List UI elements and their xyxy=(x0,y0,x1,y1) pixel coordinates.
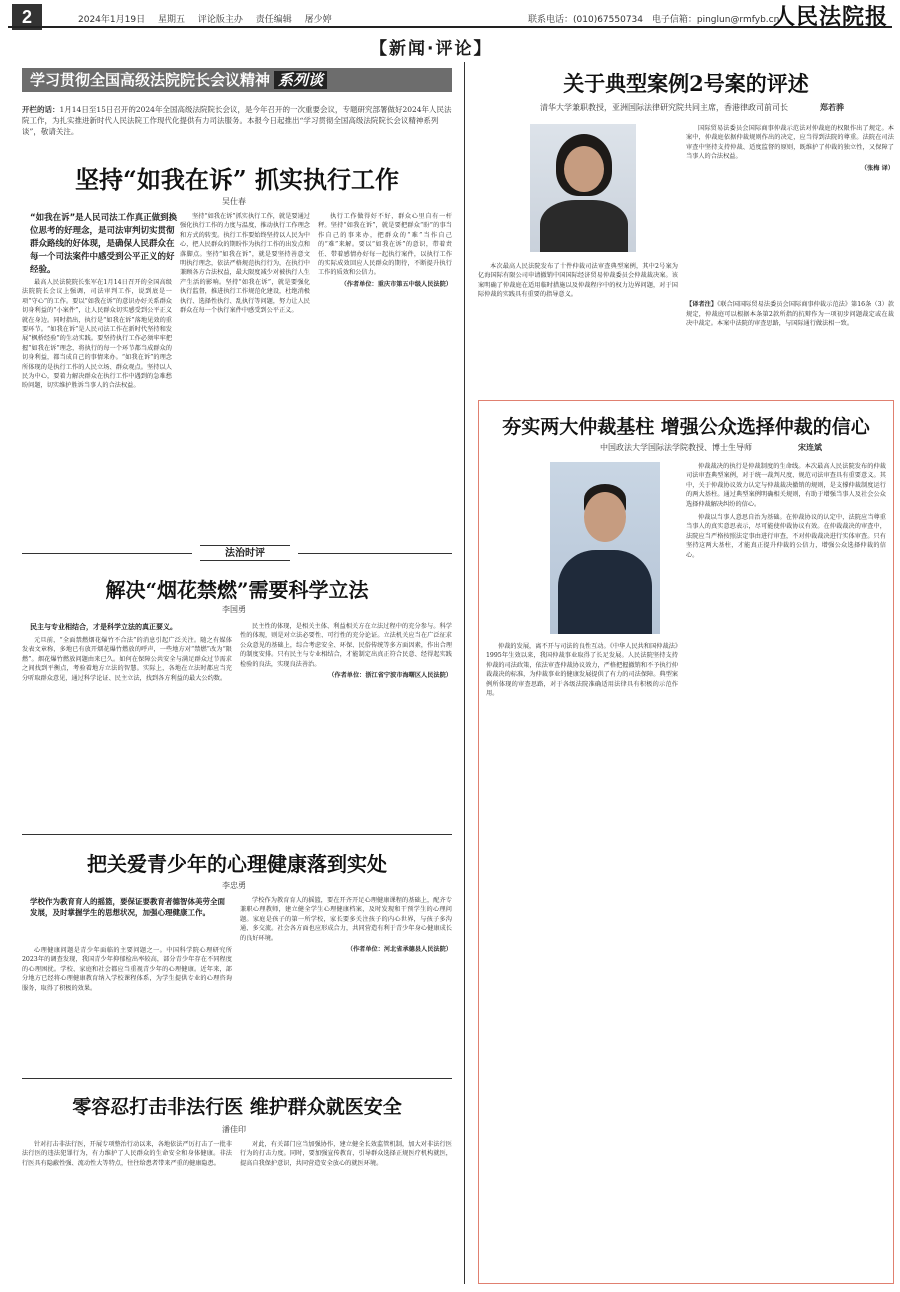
article3-title: 把关爱青少年的心理健康落到实处 xyxy=(87,852,387,876)
translator-note-label: 【译者注】 xyxy=(686,301,718,308)
series-title: 学习贯彻全国高级法院院长会议精神 xyxy=(30,71,271,89)
editor-note-text: 1月14日至15日召开的2024年全国高级法院院长会议，是今年召开的一次重要会议，专题研究部署做好2024年人民法院工作，为扎实推进新时代人民法院工作现代化提供有力司法服务。本报今日起推出“学习贯彻全国高级法院院长会议精神系列谈”，敬请关注。 xyxy=(22,105,452,136)
issue-date: 2024年1月19日 xyxy=(78,15,146,25)
article2-signature: （作者单位：浙江省宁波市海曙区人民法院） xyxy=(328,672,452,680)
series-tag: 系列谈 xyxy=(274,71,327,89)
article2-lead: 民主与专业相结合，才是科学立法的真正要义。 xyxy=(30,623,177,631)
article2-title: 解决“烟花禁燃”需要科学立法 xyxy=(105,578,369,602)
author-portrait-photo xyxy=(550,462,660,634)
article1-col2 xyxy=(180,212,310,538)
article6-col3-text: 仲裁以当事人意思自治为基础。在仲裁协议的认定中，法院应当尊重当事人的真实意思表示，尽可能使仲裁协议有效。在仲裁裁决的审查中，法院应当严格按照法定事由进行审查，不对仲裁裁决进行实体审查。只有坚持这两大基柱，才能真正提升仲裁的公信力，增强公众选择仲裁的信心。 xyxy=(686,514,886,559)
article4-author: 潘佳印 xyxy=(222,1125,246,1134)
editor-note xyxy=(22,104,452,137)
issue-weekday: 星期五 xyxy=(157,15,185,25)
column-divider xyxy=(464,62,465,1284)
article2-col1-text: 元旦前，“全面禁燃烟花爆竹不合法”的消息引起广泛关注。随之有媒体发表文章称，多地已有放开烟花爆竹燃放的呼声，一些地方对“禁燃”改为“限燃”。烟花爆竹燃放问题由来已久。如何在保障公共安全与满足群众过节需求之间找到平衡点，考验着地方立法的智慧。实际上，各地在立法时都应当充分听取群众意见，通过科学论证、民主立法，找到各方利益的最大公约数。 xyxy=(22,637,232,682)
article3-pull-quote: 学校作为教育育人的摇篮，要保证要教育者德智体美劳全面发展，及时掌握学生的思想状况，加强心理健康工作。 xyxy=(30,897,225,917)
article4-col2 xyxy=(240,1140,452,1284)
series-banner xyxy=(22,68,452,92)
responsible-editor-name: 屠少婷 xyxy=(304,15,332,25)
article3-author: 李忠勇 xyxy=(222,881,246,890)
header-meta xyxy=(78,12,342,25)
article2-col1 xyxy=(22,636,232,826)
article6-col2 xyxy=(486,642,678,1274)
portrait-body xyxy=(558,550,652,634)
article1-signature: （作者单位：重庆市第五中级人民法院） xyxy=(340,280,452,288)
section-title: 【新闻·评论】 xyxy=(370,39,493,59)
header-bar xyxy=(8,6,892,28)
article1-col3-text: 执行工作做得好不好，群众心里自有一杆秤。坚持“如我在诉”，就是要把群众“盼”的事当作自己的事来办，把群众的“难”当作自己的“难”来解。要以“如我在诉”的意识，带着责任、带着感情办好每一起执行案件，以执行工作的实际成效回应人民群众的期待，不断提升执行工作的质效和公信力。 xyxy=(318,213,452,277)
article6-author-title: 中国政法大学国际法学院教授、博士生导师 xyxy=(600,443,752,452)
article5-col1-text: 本次最高人民法院发布了十件仲裁司法审查典型案例，其中2号案为亿海国际有限公司申请撤销中国国际经济贸易仲裁委员会仲裁裁决案。该案明确了仲裁庭在适用临时措施以及仲裁程序中的权力边界问题，对于国际仲裁的实践具有重要的指导意义。 xyxy=(478,263,678,299)
article1-col1-text: 最高人民法院院长张军在1月14日召开的全国高级法院院长会议上强调，司法审判工作，说到底是一项“守心”的工作。要以“如我在诉”的意识办好关系群众切身利益的“小案件”，让人民群众切实感受到公平正义就在身边。同时指出，执行是“如我在诉”落地见效的重要环节。“如我在诉”是人民司法工作在新时代坚持和发展“枫桥经验”的生动实践。要坚持执行工作必须牢牢把握“如我在诉”理念，将执行的每一个环节都当成群众的切身利益，都当成自己的事情来办。“如我在诉”的理念所体现的是执行工作的人民立场、群众观点。坚持以人民为中心，要着力解决群众在执行工作中遇到的急难愁盼问题，切实维护胜诉当事人的合法权益。 xyxy=(22,279,172,390)
article1-title: 坚持“如我在诉” 抓实执行工作 xyxy=(75,165,399,194)
article5-col2-text: 国际贸易法委员会国际商事仲裁示范法对仲裁庭的权限作出了规定。本案中，仲裁庭依据仲裁规则作出的决定，应当得到法院的尊重。法院在司法审查中坚持支持仲裁、适度监督的原则，既维护了仲裁的独立性，又保障了当事人的合法权益。 xyxy=(686,125,894,161)
page-number: 2 xyxy=(12,4,42,30)
divider xyxy=(22,553,192,554)
editor-note-label: 开栏的话： xyxy=(22,105,60,114)
portrait-face xyxy=(564,146,604,192)
article6-author: 宋连斌 xyxy=(798,443,822,452)
article4-title: 零容忍打击非法行医 维护群众就医安全 xyxy=(72,1096,402,1118)
article2-col2 xyxy=(240,622,452,826)
article5-signature: （张梅 译） xyxy=(860,164,894,172)
article6-col1-text: 仲裁裁决的执行是仲裁制度的生命线。本次最高人民法院发布的仲裁司法审查典型案例，对于统一裁判尺度、规范司法审查具有重要意义。其中，关于仲裁协议效力认定与仲裁裁决撤销的规则，是支撑仲裁制度运行的两大基柱。通过典型案例明确相关规则，有助于增强当事人及社会公众选择仲裁解决纠纷的信心。 xyxy=(686,463,886,508)
newspaper-logo: 人民法院报 xyxy=(772,4,888,30)
article3-col1-text: 心理健康问题是青少年面临的主要问题之一。中国科学院心理研究所2023年的调查发现，我国青少年抑郁检出率较高，部分青少年存在不同程度的心理困扰。学校、家庭和社会都应当重视青少年的心理健康。近年来，部分地方已经将心理健康教育纳入学校课程体系，为学生提供专业的心理咨询服务，取得了积极的效果。 xyxy=(22,947,232,992)
article5-title: 关于典型案例2号案的评述 xyxy=(563,71,809,96)
section-editor: 评论版主办 xyxy=(197,15,243,25)
article1-col2-text: 坚持“如我在诉”抓实执行工作，就是要通过强化执行工作的力度与温度，推动执行工作理念和方式的转变。执行工作要始终坚持以人民为中心，把人民群众的期盼作为执行工作的出发点和落脚点。坚持“如我在诉”，就是要坚持善意文明执行理念，依法严格规范执行行为，在执行中兼顾各方合法权益，最大限度减少对被执行人生产生活的影响。坚持“如我在诉”，就是要强化执行监督，推进执行工作规范化建设，杜绝消极执行、选择性执行、乱执行等问题，努力让人民群众在每一个执行案件中感受到公平正义。 xyxy=(180,213,310,315)
translator-note xyxy=(686,300,894,390)
article3-signature: （作者单位：河北省承德县人民法院） xyxy=(346,946,452,954)
article4-col2-text: 对此，有关部门应当加强协作，建立健全长效监管机制，加大对非法行医行为的打击力度。同时，要加强宣传教育，引导群众选择正规医疗机构就医，提高自我保护意识，共同营造安全放心的就医环境。 xyxy=(240,1141,452,1167)
divider xyxy=(22,1078,452,1079)
responsible-editor-label: 责任编辑 xyxy=(255,15,292,25)
header-contact xyxy=(528,12,779,25)
divider xyxy=(22,834,452,835)
portrait-face xyxy=(584,492,626,542)
article5-col2 xyxy=(686,124,894,292)
article1-col1 xyxy=(22,278,172,538)
article4-col1 xyxy=(22,1140,232,1284)
contact-phone: 联系电话：(010)67550734 xyxy=(528,15,644,25)
page-header xyxy=(0,0,900,62)
article3-col2 xyxy=(240,896,452,1070)
column-tag: 法治时评 xyxy=(200,545,290,561)
article6-col1 xyxy=(686,462,886,1274)
article1-author: 吴仕春 xyxy=(222,197,246,206)
article4-col1-text: 针对打击非法行医，开展专项整治行动以来，各地依法严厉打击了一批非法行医的违法犯罪行为，有力维护了人民群众的生命安全和身体健康。非法行医具有隐蔽性强、流动性大等特点，往往给患者带来严重的健康隐患。 xyxy=(22,1141,232,1167)
article1-pull-quote: “如我在诉”是人民司法工作真正做到换位思考的好理念，是司法审判切实贯彻群众路线的好体现，是确保人民群众在每一个司法案件中感受到公平正义的好经验。 xyxy=(30,213,178,275)
article6-col2-text: 仲裁的发展，离不开与司法的良性互动。《中华人民共和国仲裁法》1995年生效以来，我国仲裁事业取得了长足发展。人民法院坚持支持仲裁的司法政策，依法审查仲裁协议效力，严格把握撤销和不予执行仲裁裁决的标准，为仲裁事业的健康发展提供了有力的司法保障。典型案例所体现的审查思路，对于各级法院准确适用法律具有积极的示范作用。 xyxy=(486,643,678,698)
contact-email: 电子信箱：pinglun@rmfyb.cn xyxy=(651,15,780,25)
article2-col2-text: 民主性的体现，是相关主体、利益相关方在立法过程中的充分参与。科学性的体现，则是对立法必要性、可行性的充分论证。立法机关应当在广泛征求公众意见的基础上，综合考虑安全、环保、民俗传统等多方面因素，作出合理的制度安排。只有民主与专业相结合，才能制定出真正符合民意、经得起实践检验的良法，实现良法善治。 xyxy=(240,623,452,668)
divider xyxy=(298,553,452,554)
translator-note-text: 《联合国国际贸易法委员会国际商事仲裁示范法》第16条（3）款规定，仲裁庭可以根据本条第2款所指的抗辩作为一项初步问题裁定或在裁决中裁定。本案中法院的审查思路，与国际通行做法相一致。 xyxy=(686,301,894,328)
article5-col1 xyxy=(478,262,678,392)
article5-author-title: 清华大学兼职教授，亚洲国际法律研究院共同主席，香港律政司前司长 xyxy=(540,103,788,112)
article6-title: 夯实两大仲裁基柱 增强公众选择仲裁的信心 xyxy=(502,416,870,438)
portrait-body xyxy=(540,200,628,252)
article2-author: 李国勇 xyxy=(222,605,246,614)
article5-author: 郑若骅 xyxy=(820,103,844,112)
article1-col3 xyxy=(318,212,452,538)
article3-col1 xyxy=(22,946,232,1070)
author-portrait-photo xyxy=(530,124,636,252)
article3-col2-text: 学校作为教育育人的摇篮，要在开齐开足心理健康课程的基础上，配齐专兼职心理教师，建立健全学生心理健康档案，及时发现和干预学生的心理问题。家庭是孩子的第一所学校，家长要多关注孩子的内心世界，与孩子多沟通、多交流。社会各方面也应形成合力，共同营造有利于青少年身心健康成长的良好环境。 xyxy=(240,897,452,942)
